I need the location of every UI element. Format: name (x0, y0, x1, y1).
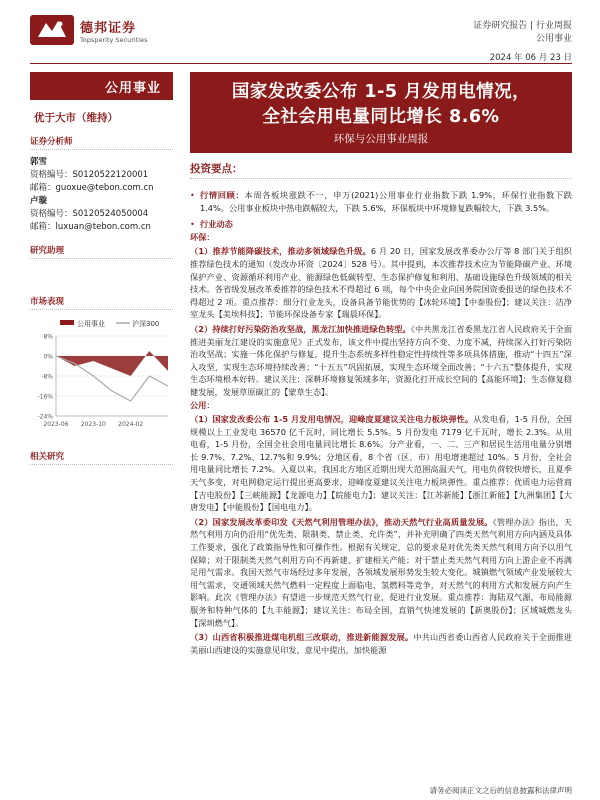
market-review-text: 本周各板块涨跌不一，申万(2021)公用事业行业指数下跌 1.9%，环保行业指数下跌 1.4%。公用事业板块中热电跌幅较大，下跌 5.6%，环保板块中环境修复跌幅较大，下跌 3.5%。 (200, 190, 572, 213)
y-tick-label: -16% (37, 393, 53, 401)
x-tick-label: 2023-06 (43, 421, 69, 428)
company-logo (30, 15, 147, 45)
y-tick-label: 0% (43, 353, 53, 361)
sidebar (30, 72, 173, 465)
x-tick-label: 2023-10 (80, 421, 106, 428)
report-type: 证券研究报告 | 行业周报 (473, 21, 572, 31)
analyst-cert: 资格编号：S0120524050004 (30, 209, 149, 219)
pub-item-3-head: （3）山西省积极推进煤电机组三改联动，推进新能源发展。 (190, 632, 414, 643)
analyst-cert: 资格编号：S0120522120001 (30, 170, 149, 180)
env-item-1-head: （1）推荐节能降碳技术，推动多领域绿色升级。 (190, 246, 371, 257)
logo-name-en: Topsperity Securities (80, 35, 148, 44)
key-points-heading: 投资要点： (190, 161, 572, 179)
analyst-name: 郭雪 (30, 157, 48, 167)
env-item-2 (190, 323, 572, 399)
y-tick-label: -8% (41, 373, 53, 381)
legend-label-a: 公用事业 (77, 320, 105, 328)
y-tick-label: -24% (37, 413, 53, 421)
market-review-label: 行情回顾： (200, 190, 245, 200)
industry-news (190, 218, 572, 231)
report-sector: 公用事业 (535, 34, 572, 44)
rating: 优于大市（维持） (34, 112, 118, 124)
analyst-name: 卢璇 (30, 196, 48, 206)
industry-news-label: 行业动态 (200, 219, 233, 230)
logo-name-cn: 德邦证券 (80, 20, 137, 36)
main-content (190, 72, 572, 656)
pub-item-2-text: 《管理办法》指出，天然气利用方向仍沿用“优先类、限制类、禁止类、允许类”，并补充明确了四类天然气利用方向内涵及具体工作要求，强化了政策指导性和可操作性。根据有关规定，总的要求是对优先类天然气利用方向予以用气保障；对于限制类天然气利用方向不再新建、扩建相关产能；对于禁止类天然气利用方向上游企业不再满足用气需求。我国天然气市场经过多年发展，各领域发展形势发生较大变化。城镇燃气领域产业发展较大用气需求，交通领域天然气燃料一定程度上面临电、氢燃料等竞争，对天然气的利用方式和发展方向产生影响。此次《管理办法》有望进一步规范天然气行业，促进行业发展。重点推荐：海陆双气源，布局能源服务和特种气体的【九丰能源】；建议关注：布局全国，直销气快速发展的【新奥股份】；区域城燃龙头【深圳燃气】。 (190, 516, 572, 628)
market-chart-svg (30, 316, 173, 434)
report-title-line1: 国家发改委公布 1-5 月发用电情况， (231, 82, 531, 102)
env-item-2-head: （2）持续打好污染防治攻坚战，黑龙江加快推进绿色转型。 (190, 323, 411, 334)
footer-disclaimer: 请务必阅读正文之后的信息披露和法律声明 (429, 786, 572, 795)
series-area-utilities (56, 351, 168, 376)
env-label: 环保： (190, 231, 215, 242)
pub-item-3-text: 中共山西省委山西省人民政府关于全面推进美丽山西建设的实施意见印发，意见中提出，加快能源 (190, 632, 572, 655)
pub-item-3 (190, 631, 572, 656)
report-meta (473, 20, 572, 65)
report-subtitle: 环保与公用事业周报 (333, 133, 429, 145)
pub-item-1-head: （1）国家发改委公布 1-5 月发用电情况，迎峰度夏建议关注电力板块弹性。 (190, 414, 474, 425)
report-body (190, 189, 572, 656)
sector-label: 公用事业 (30, 72, 173, 100)
analyst-email[interactable]: 邮箱：guoxue@tebon.com.cn (30, 183, 154, 193)
logo-mark-icon (30, 15, 74, 45)
x-tick-label: 2024-02 (118, 421, 144, 428)
report-title-line2: 全社会用电量同比增长 8.6% (262, 107, 500, 127)
pub-item-2-head: （2）国家发展改革委印发《天然气利用管理办法》，推动天然气行业高质量发展。 (190, 516, 493, 527)
pub-label: 公用： (190, 399, 215, 410)
pub-item-1 (190, 413, 572, 514)
market-review (190, 189, 572, 214)
y-tick-label: 8% (43, 333, 53, 341)
assistant-section-title: 研究助理 (30, 244, 173, 259)
report-date: 2024 年 06 月 23 日 (489, 53, 572, 63)
analyst-section-title: 证券分析师 (30, 135, 173, 150)
title-banner (190, 72, 572, 153)
related-section-title: 相关研究 (30, 450, 173, 465)
legend-label-b: 沪深300 (132, 320, 160, 328)
market-chart (30, 316, 173, 434)
market-section-title: 市场表现 (30, 295, 173, 310)
analyst-1 (30, 156, 173, 234)
header-divider (30, 63, 572, 64)
env-item-2-text: 《中共黑龙江省委黑龙江省人民政府关于全面推进美丽龙江建设的实施意见》正式发布，该文件中提出坚持方向不变、力度不减，持续深入打好污染防治攻坚战；实施一体化保护与修复，提升生态系统多样性稳定性持续性等多项具体措施，推动“十四五”深入攻坚，实现生态环境持续改善；“十五五”巩固拓展，实现生态环境全面改善；“十六五”整体提升，实现生态环境根本好转。建议关注：深耕环境修复领域多年，资源化打开成长空间的【高能环境】；生态修复稳健发展，发展草原碳汇的【蒙草生态】。 (190, 323, 573, 397)
legend-swatch-a (60, 320, 74, 325)
env-item-1-text: 6 月 20 日，国家发展改革委办公厅等 8 部门关于组织推荐绿色技术的通知（发改办环资〔2024〕528 号）。其中提到，本次推荐技术应为节能降碳产业、环境保护产业、资源循环利用产业、能源绿色低碳转型、生态保护修复和利用、基础设施绿色升级领域的相关技术。各省级发展改革委推荐的绿色技术不得超过 6 项，每个中央企业向国务院国资委报送的绿色技术不得超过 2 项。重点推荐：细分行业龙头，设备具备节能优势的【冰轮环境】【中泰股份】；建议关注：洁净室龙头【美埃科技】；节能环保设备专家【瑞晨环保】。 (190, 246, 572, 320)
pub-item-2 (190, 516, 572, 629)
pub-item-1-text: 从发电看，1-5 月份，全国规模以上工业发电 36570 亿千瓦时，同比增长 5.5%。5 月份发电 7179 亿千瓦时，增长 2.3%。从用电看，1-5 月份，全国全社会用电量同比增长 8.6%。分产业看，一、二、三产和居民生活用电量分别增长 9.7%、7.2%、12.7%和 9.9%；分地区看，8 个省（区、市）用电增速超过 10%。5 月份，全社会用电量同比增长 7.2%。入夏以来，我国北方地区近期出现大范围高温天气，用电负荷较快增长，且夏季天气多变，对电网稳定运行提出更高要求，迎峰度夏建议关注电力板块弹性。重点推荐：优质电力运营商【吉电股份】【三峡能源】【龙源电力】【皖能电力】；建议关注：【江苏新能】【浙江新能】【九洲集团】【大唐发电】【中能股份】【国电电力】。 (190, 414, 572, 513)
analyst-email[interactable]: 邮箱：luxuan@tebon.com.cn (30, 222, 151, 232)
env-item-1 (190, 245, 572, 321)
